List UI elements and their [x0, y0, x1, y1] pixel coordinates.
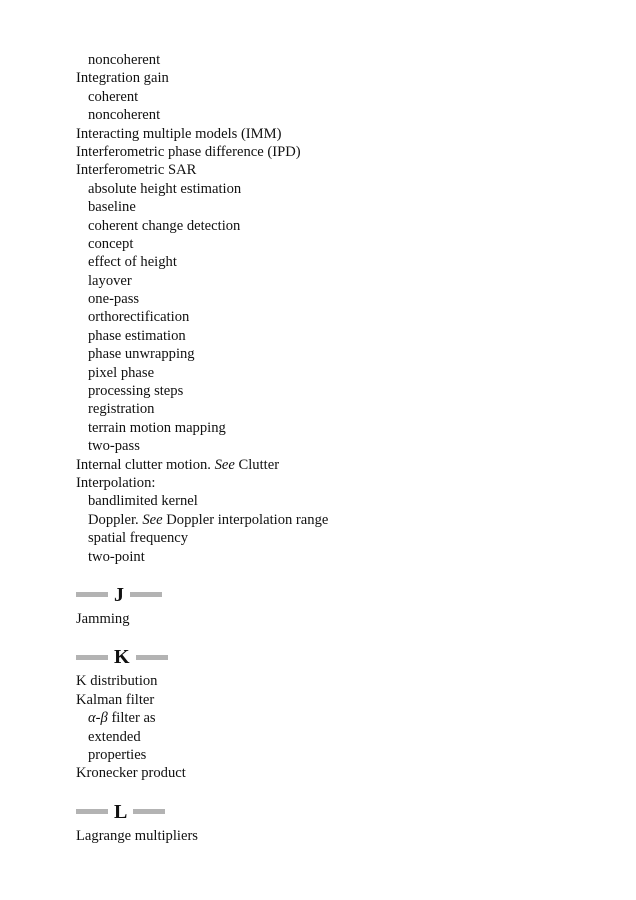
index-entry: Interpolation: — [76, 474, 156, 491]
entry-text: Internal clutter motion. — [76, 456, 215, 473]
index-entry: Kronecker product — [76, 765, 186, 782]
entry-text: Doppler. — [88, 511, 143, 528]
index-section-i — [76, 51, 616, 566]
index-entry: one-pass — [88, 291, 140, 308]
index-entry: phase unwrapping — [88, 346, 195, 363]
index-entry: orthorectification — [88, 309, 190, 326]
index-entry: Kalman filter — [76, 691, 155, 708]
heading-bar-left — [76, 655, 108, 660]
index-entry: spatial frequency — [88, 530, 189, 547]
heading-bar-right — [136, 655, 168, 660]
index-entry: effect of height — [88, 254, 177, 271]
index-entry: two-pass — [88, 438, 140, 455]
cross-reference: Doppler interpolation range — [162, 511, 329, 528]
section-letter: K — [114, 646, 130, 669]
index-entry: Lagrange multipliers — [76, 827, 198, 844]
entry-text: filter as — [107, 710, 156, 727]
index-entry: properties — [88, 746, 147, 763]
index-entry-internal-clutter — [76, 456, 616, 474]
index-entry: Interferometric SAR — [76, 162, 197, 179]
index-entry: extended — [88, 728, 141, 745]
index-entry: pixel phase — [88, 364, 155, 381]
index-entry: Interacting multiple models (IMM) — [76, 125, 282, 142]
index-page — [76, 51, 616, 845]
cross-reference: Clutter — [234, 456, 280, 473]
index-entry: Interferometric phase difference (IPD) — [76, 143, 301, 160]
section-heading-l — [76, 799, 616, 825]
index-entry: coherent — [88, 88, 139, 105]
index-entry: K distribution — [76, 673, 158, 690]
section-heading-k — [76, 644, 616, 670]
index-entry: Jamming — [76, 610, 130, 627]
heading-bar-right — [133, 809, 165, 814]
index-entry: Integration gain — [76, 70, 169, 87]
index-entry: concept — [88, 235, 134, 252]
index-entry: coherent change detection — [88, 217, 241, 234]
index-entry: two-point — [88, 548, 145, 565]
index-entry: absolute height estimation — [88, 180, 242, 197]
section-heading-j — [76, 582, 616, 608]
index-entry: phase estimation — [88, 327, 186, 344]
see-reference: See — [142, 511, 163, 528]
heading-bar-left — [76, 592, 108, 597]
index-entry: layover — [88, 272, 132, 289]
index-entry: bandlimited kernel — [88, 493, 198, 510]
heading-bar-left — [76, 809, 108, 814]
index-entry: noncoherent — [88, 52, 161, 68]
index-entry-alpha-beta — [76, 709, 616, 727]
alpha-beta-symbol: α-β — [88, 710, 108, 727]
index-entry: processing steps — [88, 383, 184, 400]
index-entry: terrain motion mapping — [88, 419, 226, 436]
see-reference: See — [214, 456, 235, 473]
heading-bar-right — [130, 592, 162, 597]
index-entry-doppler — [76, 511, 616, 529]
index-entry: noncoherent — [88, 107, 161, 124]
index-entry: baseline — [88, 199, 136, 216]
section-letter: J — [114, 583, 124, 606]
index-entry: registration — [88, 401, 155, 418]
section-letter: L — [114, 800, 128, 823]
